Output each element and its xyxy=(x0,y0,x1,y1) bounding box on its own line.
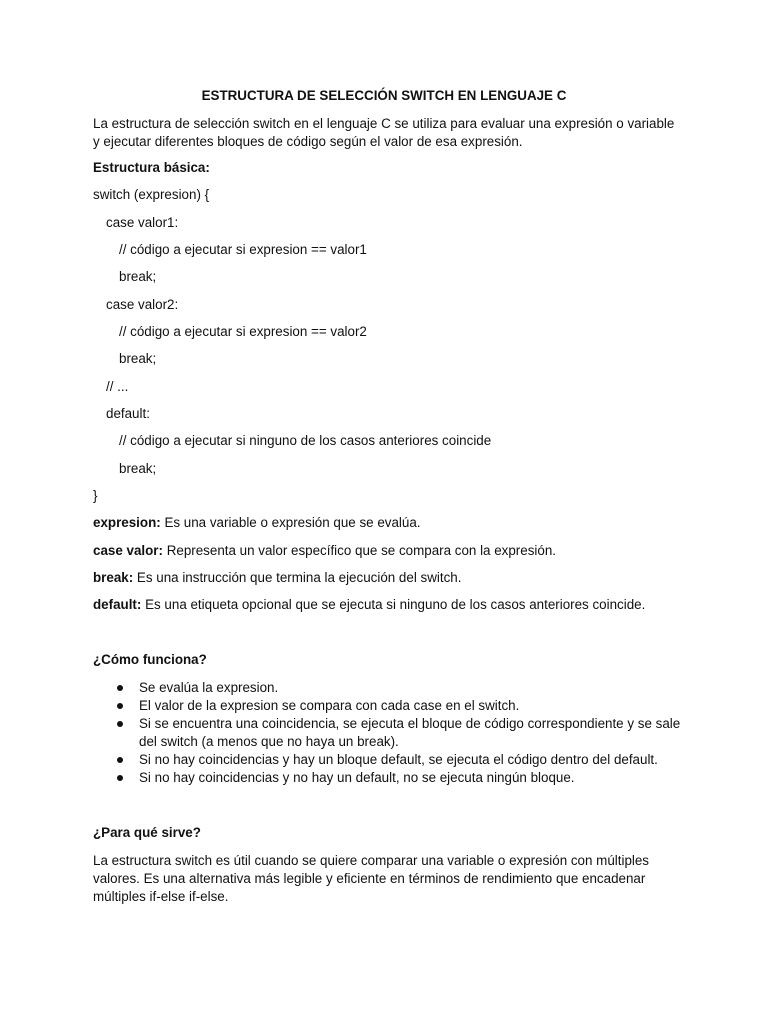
list-item xyxy=(93,751,683,769)
definition-term: default: xyxy=(93,597,142,612)
list-item xyxy=(93,769,683,787)
code-line: default: xyxy=(106,406,150,421)
list-item-text: Si se encuentra una coincidencia, se ejecuta el bloque de código correspondiente y se sale del switch (a menos que no haya un break). xyxy=(139,716,681,749)
code-line: // código a ejecutar si expresion == valor2 xyxy=(119,324,367,339)
definition-term: expresion: xyxy=(93,515,161,530)
bullet-icon xyxy=(117,685,123,691)
code-line: case valor2: xyxy=(106,297,179,312)
definition-desc: Representa un valor específico que se compara con la expresión. xyxy=(162,543,557,558)
code-line: } xyxy=(93,488,98,503)
bullet-icon xyxy=(117,703,123,709)
code-line: // ... xyxy=(106,379,129,394)
definition-case-valor xyxy=(93,542,683,560)
list-item xyxy=(93,679,683,697)
purpose-paragraph: La estructura switch es útil cuando se quiere comparar una variable o expresión con múltiples valores. Es una alternativa más legible y eficiente en términos de rendimiento que encadenar múltiples if-else if-else. xyxy=(93,853,650,904)
document-title: ESTRUCTURA DE SELECCIÓN SWITCH EN LENGUAJE C xyxy=(201,88,567,103)
code-line: switch (expresion) { xyxy=(93,187,210,202)
purpose-heading: ¿Para qué sirve? xyxy=(93,825,201,840)
code-line: break; xyxy=(119,351,157,366)
bullet-icon xyxy=(117,775,123,781)
how-it-works-heading: ¿Cómo funciona? xyxy=(93,652,207,667)
definition-desc: Es una variable o expresión que se evalúa. xyxy=(160,515,421,530)
definition-term: case valor: xyxy=(93,543,163,558)
list-item xyxy=(93,715,683,751)
intro-paragraph: La estructura de selección switch en el lenguaje C se utiliza para evaluar una expresión o variable y ejecutar diferentes bloques de código según el valor de esa expresión. xyxy=(93,116,675,149)
code-line: break; xyxy=(119,461,157,476)
list-item xyxy=(93,697,683,715)
basic-structure-heading: Estructura básica: xyxy=(93,160,210,175)
list-item-text: Si no hay coincidencias y hay un bloque default, se ejecuta el código dentro del default. xyxy=(139,752,658,767)
how-it-works-list xyxy=(93,679,683,787)
code-line: break; xyxy=(119,269,157,284)
code-line: case valor1: xyxy=(106,215,179,230)
code-line: // código a ejecutar si expresion == valor1 xyxy=(119,242,367,257)
definition-term: break: xyxy=(93,570,134,585)
definition-break xyxy=(93,569,683,587)
bullet-icon xyxy=(117,757,123,763)
code-line: // código a ejecutar si ninguno de los casos anteriores coincide xyxy=(119,433,492,448)
definition-expresion xyxy=(93,514,683,532)
list-item-text: El valor de la expresion se compara con cada case en el switch. xyxy=(139,698,520,713)
list-item-text: Si no hay coincidencias y no hay un default, no se ejecuta ningún bloque. xyxy=(139,770,575,785)
list-item-text: Se evalúa la expresion. xyxy=(139,680,279,695)
definition-default xyxy=(93,596,683,614)
definition-desc: Es una instrucción que termina la ejecución del switch. xyxy=(133,570,462,585)
bullet-icon xyxy=(117,721,123,727)
definition-desc: Es una etiqueta opcional que se ejecuta si ninguno de los casos anteriores coincide. xyxy=(141,597,646,612)
